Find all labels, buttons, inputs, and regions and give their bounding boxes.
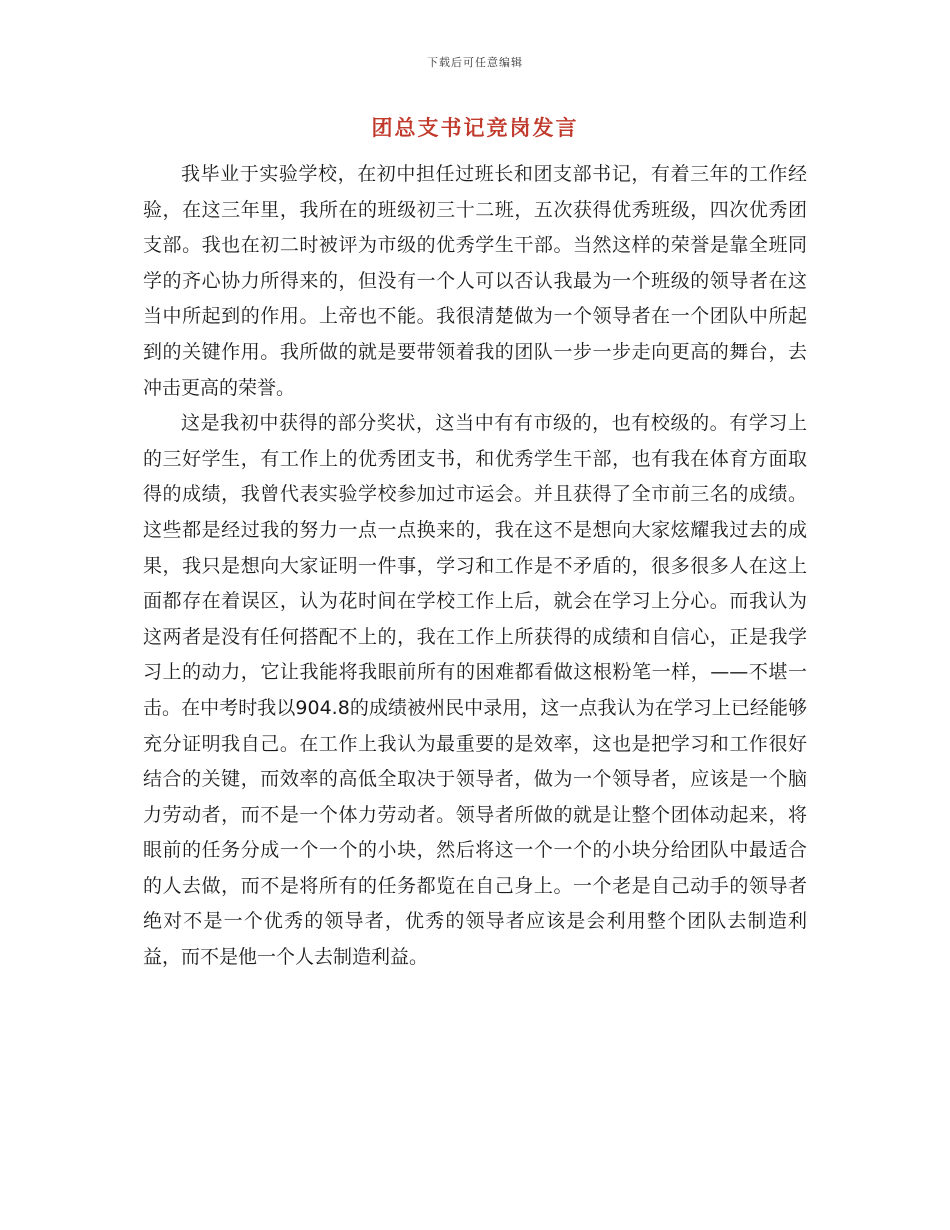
paragraph-2: 这是我初中获得的部分奖状，这当中有有市级的，也有校级的。有学习上的三好学生，有工作上的优秀团支书，和优秀学生干部，也有我在体育方面取得的成绩，我曾代表实验学校参加过市运会。并且获得了全市前三名的成绩。这些都是经过我的努力一点一点换来的，我在这不是想向大家炫耀我过去的成果，我只是想向大家证明一件事，学习和工作是不矛盾的，很多很多人在这上面都存在着误区，认为花时间在学校工作上后，就会在学习上分心。而我认为这两者是没有任何搭配不上的，我在工作上所获得的成绩和自信心，正是我学习上的动力，它让我能将我眼前所有的困难都看做这根粉笔一样，——不堪一击。在中考时我以904.8的成绩被州民中录用，这一点我认为在学习上已经能够充分证明我自己。在工作上我认为最重要的是效率，这也是把学习和工作很好结合的关键，而效率的高低全取决于领导者，做为一个领导者，应该是一个脑力劳动者，而不是一个体力劳动者。领导者所做的就是让整个团体动起来，将眼前的任务分成一个一个的小块，然后将这一个一个的小块分给团队中最适合的人去做，而不是将所有的任务都览在自己身上。一个老是自己动手的领导者绝对不是一个优秀的领导者，优秀的领导者应该是会利用整个团队去制造利益，而不是他一个人去制造利益。 [143,412,807,969]
paragraph-1: 我毕业于实验学校，在初中担任过班长和团支部书记，有着三年的工作经验，在这三年里，我所在的班级初三十二班，五次获得优秀班级，四次优秀团支部。我也在初二时被评为市级的优秀学生干部。当然这样的荣誉是靠全班同学的齐心协力所得来的，但没有一个人可以否认我最为一个班级的领导者在这当中所起到的作用。上帝也不能。我很清楚做为一个领导者在一个团队中所起到的关键作用。我所做的就是要带领着我的团队一步一步走向更高的舞台，去冲击更高的荣誉。 [143,163,807,399]
document-title: 团总支书记竞岗发言 [371,116,579,140]
document-body [143,157,807,976]
page-header-note: 下载后可任意编辑 [427,56,523,69]
